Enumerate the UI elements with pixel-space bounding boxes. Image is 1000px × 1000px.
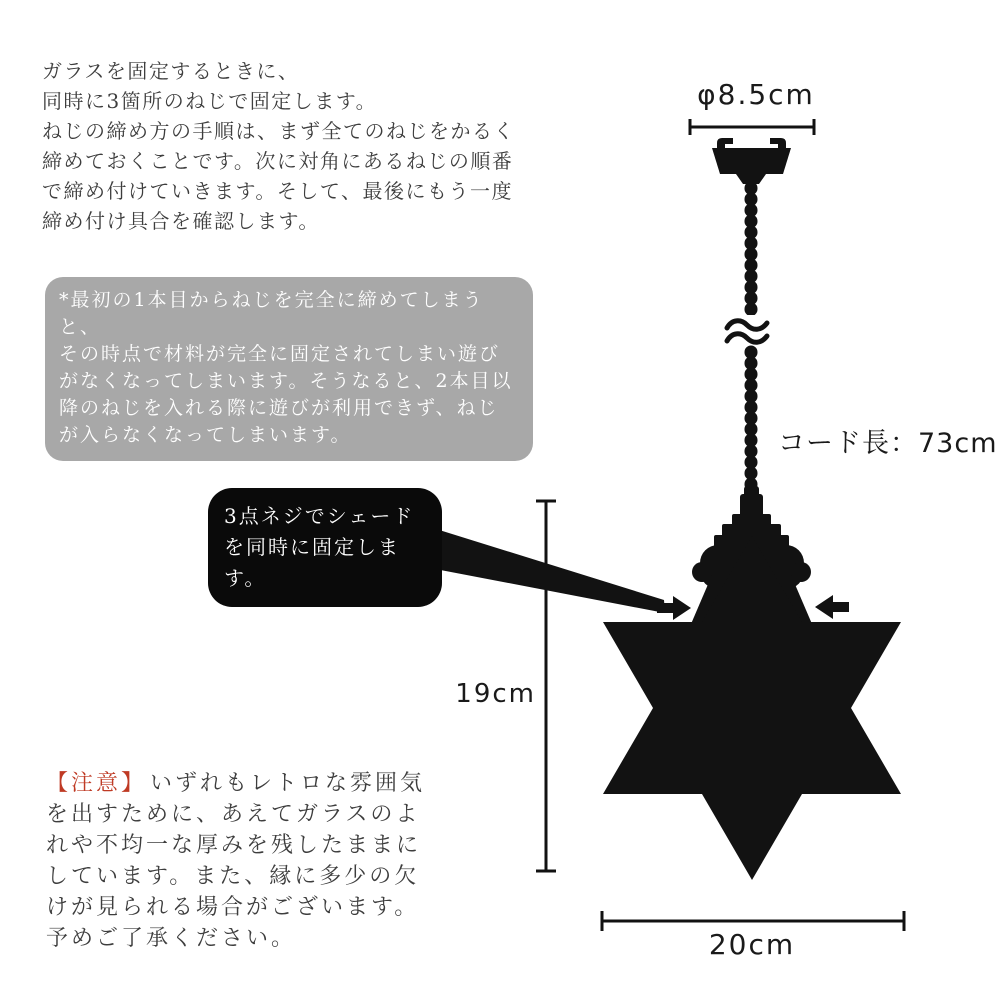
text-line: しています。また、縁に多少の欠 bbox=[46, 864, 420, 889]
text-line: が入らなくなってしまいます。 bbox=[59, 424, 352, 446]
text-line: ガラスを固定するときに、 bbox=[42, 59, 300, 83]
text-line: 締めておくことです。次に対角にあるねじの順番 bbox=[42, 149, 514, 173]
caution-line-rest: いずれもレトロな雰囲気 bbox=[150, 771, 426, 796]
text-line: 降のねじを入れる際に遊びが利用できず、ねじ bbox=[59, 397, 499, 419]
text-line: けが見られる場合がございます。 bbox=[46, 895, 420, 920]
socket-thumbscrew-left bbox=[692, 562, 712, 582]
text-line: れや不均一な厚みを残したままに bbox=[46, 833, 422, 858]
text-line: 同時に3箇所のねじで固定します。 bbox=[42, 89, 378, 113]
caution-label: 【注意】 bbox=[46, 771, 147, 796]
measure-line-diameter bbox=[690, 119, 814, 135]
cord-break-icon bbox=[727, 315, 767, 344]
width-measurement-label: 20cm bbox=[708, 928, 796, 961]
text-line: がなくなってしまいます。そうなると、2本目以 bbox=[59, 370, 513, 392]
text-line: を同時に固定します。 bbox=[224, 535, 400, 590]
text-line: *最初の1本目からねじを完全に締めてしまうと、 bbox=[59, 289, 484, 338]
text-line: 3点ネジでシェード bbox=[224, 504, 415, 528]
shade-screws-callout-bubble bbox=[208, 488, 442, 607]
height-measurement-label: 19cm bbox=[455, 679, 536, 709]
ceiling-canopy bbox=[712, 138, 791, 184]
canopy-body bbox=[712, 148, 791, 174]
text-line: 締め付け具合を確認します。 bbox=[42, 209, 320, 233]
text-line: 予めご了承ください。 bbox=[46, 926, 297, 951]
text-line: その時点で材料が完全に固定されてしまい遊び bbox=[59, 343, 501, 365]
arrow-left-icon bbox=[815, 595, 849, 619]
callout-tail bbox=[420, 524, 665, 613]
diameter-measurement-label: φ8.5cm bbox=[697, 78, 815, 111]
star-shade bbox=[603, 536, 901, 880]
text-line: を出すために、あえてガラスのよ bbox=[46, 802, 421, 827]
text-line: ねじの締め方の手順は、まず全てのねじをかるく bbox=[42, 119, 515, 143]
measure-line-height bbox=[536, 501, 556, 871]
socket-thumbscrew-right bbox=[791, 562, 811, 582]
text-line: で締め付けていきます。そして、最後にもう一度 bbox=[42, 179, 513, 203]
cord-length-label: コード長：73cm bbox=[778, 428, 998, 459]
